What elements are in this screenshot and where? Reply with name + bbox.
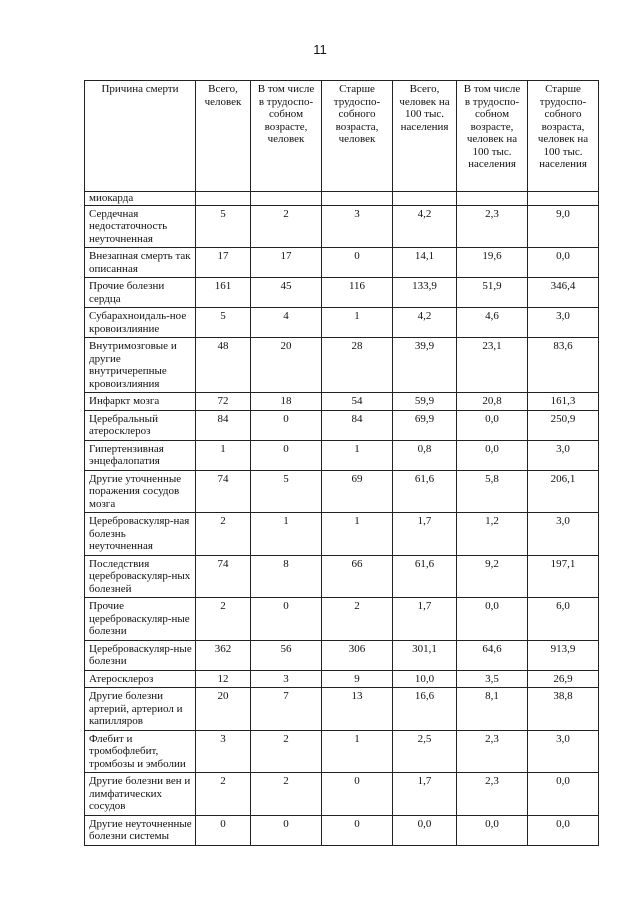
value-total-per-100k: 10,0 <box>393 670 457 688</box>
cause-cell: Цереброваскуляр-ные болезни <box>85 640 196 670</box>
value-working-age-per-100k: 20,8 <box>457 393 528 411</box>
value-over-working-age: 9 <box>322 670 393 688</box>
value-over-working-age-per-100k: 26,9 <box>528 670 599 688</box>
table-row <box>85 393 599 411</box>
value-total-per-100k: 4,2 <box>393 205 457 248</box>
value-working-age-per-100k: 0,0 <box>457 815 528 845</box>
value-over-working-age: 306 <box>322 640 393 670</box>
value-over-working-age: 28 <box>322 338 393 393</box>
value-over-working-age: 1 <box>322 308 393 338</box>
value-total: 72 <box>196 393 251 411</box>
table-row <box>85 278 599 308</box>
cause-cell: Внутримозговые и другие внутричерепные кровоизлияния <box>85 338 196 393</box>
value-over-working-age-per-100k: 3,0 <box>528 513 599 556</box>
value-working-age-per-100k: 51,9 <box>457 278 528 308</box>
value-working-age: 2 <box>251 205 322 248</box>
value-total: 0 <box>196 815 251 845</box>
value-total-per-100k: 16,6 <box>393 688 457 731</box>
value-total-per-100k: 1,7 <box>393 513 457 556</box>
header-working-age-per-100k: В том числе в трудоспо-собном возрасте, человек на 100 тыс. населения <box>457 81 528 192</box>
value-working-age-per-100k: 0,0 <box>457 410 528 440</box>
value-over-working-age: 13 <box>322 688 393 731</box>
value-working-age: 5 <box>251 470 322 513</box>
table-row <box>85 470 599 513</box>
value-over-working-age-per-100k: 250,9 <box>528 410 599 440</box>
value-total: 74 <box>196 470 251 513</box>
cause-cell: Другие уточненные поражения сосудов мозга <box>85 470 196 513</box>
value-total: 2 <box>196 773 251 816</box>
value-working-age: 8 <box>251 555 322 598</box>
table-row <box>85 815 599 845</box>
cause-cell: Субарахноидаль-ное кровоизлияние <box>85 308 196 338</box>
page-number: 11 <box>313 42 327 57</box>
cause-cell: Гипертензивная энцефалопатия <box>85 440 196 470</box>
header-over-working-age: Старше трудоспо-собного возраста, человек <box>322 81 393 192</box>
value-working-age: 45 <box>251 278 322 308</box>
cause-cell: Инфаркт мозга <box>85 393 196 411</box>
value-total: 2 <box>196 598 251 641</box>
value-working-age: 4 <box>251 308 322 338</box>
value-total-per-100k: 0,0 <box>393 815 457 845</box>
value-total-per-100k: 61,6 <box>393 470 457 513</box>
cause-cell: Другие неуточненные болезни системы <box>85 815 196 845</box>
value-total: 5 <box>196 308 251 338</box>
value-working-age-per-100k: 8,1 <box>457 688 528 731</box>
value-working-age-per-100k: 23,1 <box>457 338 528 393</box>
header-total-per-100k: Всего, человек на 100 тыс. населения <box>393 81 457 192</box>
value-total-per-100k: 4,2 <box>393 308 457 338</box>
value-working-age: 56 <box>251 640 322 670</box>
value-total: 74 <box>196 555 251 598</box>
value-working-age: 3 <box>251 670 322 688</box>
value-total: 5 <box>196 205 251 248</box>
cause-cell: Внезапная смерть так описанная <box>85 248 196 278</box>
value-working-age-per-100k: 0,0 <box>457 598 528 641</box>
value-total-per-100k: 59,9 <box>393 393 457 411</box>
value-working-age: 7 <box>251 688 322 731</box>
value-over-working-age: 54 <box>322 393 393 411</box>
value-total-per-100k: 69,9 <box>393 410 457 440</box>
value-working-age-per-100k: 3,5 <box>457 670 528 688</box>
value-working-age-per-100k: 5,8 <box>457 470 528 513</box>
value-working-age: 17 <box>251 248 322 278</box>
value-working-age-per-100k: 2,3 <box>457 205 528 248</box>
table-body <box>85 192 599 846</box>
table-row <box>85 598 599 641</box>
value-over-working-age-per-100k: 206,1 <box>528 470 599 513</box>
table-header <box>85 81 599 192</box>
value-total: 161 <box>196 278 251 308</box>
cause-cell: Прочие цереброваскуляр-ные болезни <box>85 598 196 641</box>
value-total-per-100k: 1,7 <box>393 773 457 816</box>
table-row <box>85 773 599 816</box>
table-row <box>85 205 599 248</box>
continuation-row <box>85 192 599 206</box>
table-row <box>85 555 599 598</box>
header-total: Всего, человек <box>196 81 251 192</box>
empty-cell <box>196 192 251 206</box>
value-over-working-age-per-100k: 346,4 <box>528 278 599 308</box>
value-working-age: 20 <box>251 338 322 393</box>
value-working-age-per-100k: 4,6 <box>457 308 528 338</box>
value-over-working-age: 84 <box>322 410 393 440</box>
value-over-working-age: 116 <box>322 278 393 308</box>
table-row <box>85 513 599 556</box>
value-over-working-age-per-100k: 197,1 <box>528 555 599 598</box>
continuation-text: миокарда <box>85 192 196 206</box>
empty-cell <box>251 192 322 206</box>
value-total-per-100k: 14,1 <box>393 248 457 278</box>
value-over-working-age-per-100k: 9,0 <box>528 205 599 248</box>
value-over-working-age-per-100k: 83,6 <box>528 338 599 393</box>
value-total: 20 <box>196 688 251 731</box>
value-working-age-per-100k: 2,3 <box>457 730 528 773</box>
value-working-age: 0 <box>251 440 322 470</box>
table-row <box>85 640 599 670</box>
header-working-age: В том числе в трудоспо-собном возрасте, человек <box>251 81 322 192</box>
value-total-per-100k: 39,9 <box>393 338 457 393</box>
value-working-age-per-100k: 64,6 <box>457 640 528 670</box>
value-over-working-age-per-100k: 0,0 <box>528 773 599 816</box>
value-working-age: 2 <box>251 730 322 773</box>
value-over-working-age: 1 <box>322 440 393 470</box>
value-over-working-age: 66 <box>322 555 393 598</box>
value-total: 3 <box>196 730 251 773</box>
value-total: 84 <box>196 410 251 440</box>
value-total: 48 <box>196 338 251 393</box>
empty-cell <box>528 192 599 206</box>
table-row <box>85 730 599 773</box>
table-row <box>85 670 599 688</box>
value-total-per-100k: 133,9 <box>393 278 457 308</box>
value-over-working-age-per-100k: 0,0 <box>528 248 599 278</box>
value-total-per-100k: 61,6 <box>393 555 457 598</box>
value-over-working-age-per-100k: 6,0 <box>528 598 599 641</box>
value-working-age: 1 <box>251 513 322 556</box>
table-row <box>85 688 599 731</box>
value-over-working-age: 0 <box>322 773 393 816</box>
value-total: 2 <box>196 513 251 556</box>
value-working-age: 0 <box>251 598 322 641</box>
value-over-working-age-per-100k: 3,0 <box>528 440 599 470</box>
header-cause: Причина смерти <box>85 81 196 192</box>
empty-cell <box>322 192 393 206</box>
value-over-working-age-per-100k: 3,0 <box>528 308 599 338</box>
value-over-working-age: 0 <box>322 248 393 278</box>
cause-cell: Последствия цереброваскуляр-ных болезней <box>85 555 196 598</box>
value-over-working-age-per-100k: 913,9 <box>528 640 599 670</box>
value-total: 12 <box>196 670 251 688</box>
value-over-working-age: 0 <box>322 815 393 845</box>
table-row <box>85 440 599 470</box>
cause-cell: Цереброваскуляр-ная болезнь неуточненная <box>85 513 196 556</box>
value-total-per-100k: 0,8 <box>393 440 457 470</box>
table-row <box>85 308 599 338</box>
table-row <box>85 248 599 278</box>
value-working-age-per-100k: 1,2 <box>457 513 528 556</box>
cause-cell: Флебит и тромбофлебит, тромбозы и эмболии <box>85 730 196 773</box>
value-over-working-age-per-100k: 0,0 <box>528 815 599 845</box>
value-over-working-age-per-100k: 3,0 <box>528 730 599 773</box>
value-working-age-per-100k: 19,6 <box>457 248 528 278</box>
value-total: 362 <box>196 640 251 670</box>
mortality-table <box>84 80 599 846</box>
table-row <box>85 338 599 393</box>
value-working-age-per-100k: 2,3 <box>457 773 528 816</box>
value-working-age: 18 <box>251 393 322 411</box>
value-working-age: 0 <box>251 410 322 440</box>
value-over-working-age: 1 <box>322 730 393 773</box>
value-over-working-age: 1 <box>322 513 393 556</box>
value-total-per-100k: 301,1 <box>393 640 457 670</box>
value-over-working-age: 2 <box>322 598 393 641</box>
cause-cell: Церебральный атеросклероз <box>85 410 196 440</box>
cause-cell: Другие болезни вен и лимфатических сосудов <box>85 773 196 816</box>
value-over-working-age-per-100k: 38,8 <box>528 688 599 731</box>
value-total: 17 <box>196 248 251 278</box>
value-working-age: 0 <box>251 815 322 845</box>
value-total-per-100k: 2,5 <box>393 730 457 773</box>
empty-cell <box>457 192 528 206</box>
value-over-working-age: 69 <box>322 470 393 513</box>
value-total: 1 <box>196 440 251 470</box>
value-working-age-per-100k: 0,0 <box>457 440 528 470</box>
value-working-age: 2 <box>251 773 322 816</box>
empty-cell <box>393 192 457 206</box>
value-over-working-age-per-100k: 161,3 <box>528 393 599 411</box>
cause-cell: Сердечная недостаточность неуточненная <box>85 205 196 248</box>
cause-cell: Другие болезни артерий, артериол и капилляров <box>85 688 196 731</box>
cause-cell: Атеросклероз <box>85 670 196 688</box>
value-total-per-100k: 1,7 <box>393 598 457 641</box>
cause-cell: Прочие болезни сердца <box>85 278 196 308</box>
header-over-working-age-per-100k: Старше трудоспо-собного возраста, человек на 100 тыс. населения <box>528 81 599 192</box>
value-working-age-per-100k: 9,2 <box>457 555 528 598</box>
value-over-working-age: 3 <box>322 205 393 248</box>
table-row <box>85 410 599 440</box>
